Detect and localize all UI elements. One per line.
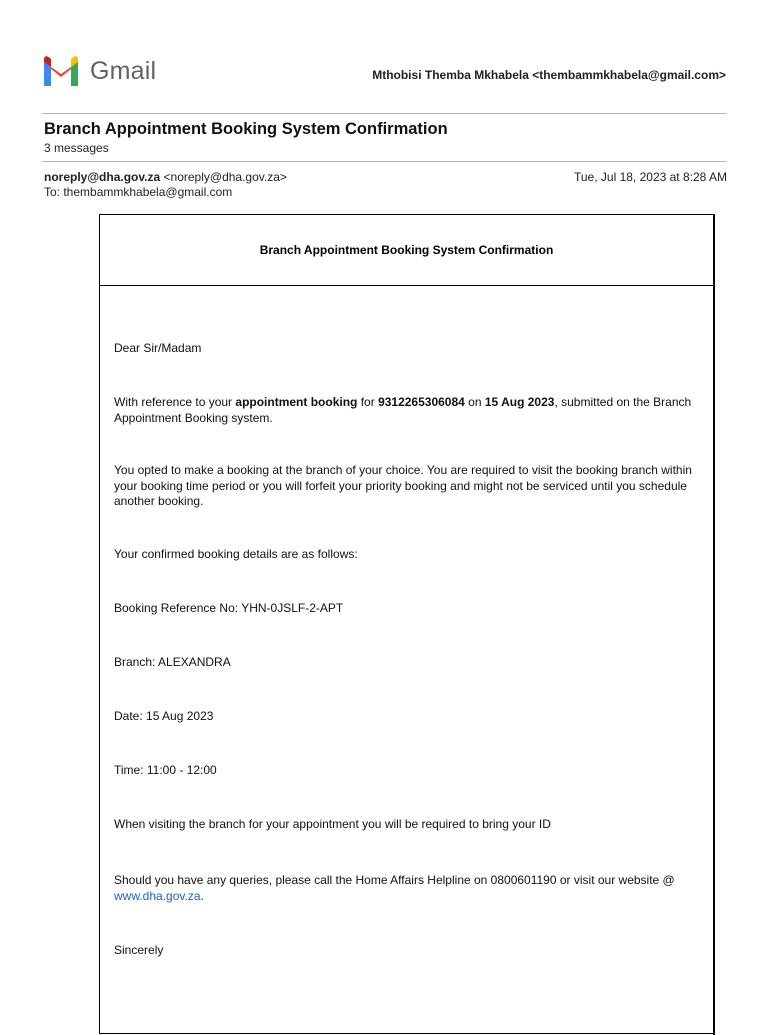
recipient-line: To: thembammkhabela@gmail.com — [44, 185, 233, 199]
ref-bold-date: 15 Aug 2023 — [484, 395, 555, 409]
queries-end: . — [200, 888, 204, 903]
queries-paragraph — [114, 873, 692, 904]
email-body-title: Branch Appointment Booking System Confirmation — [100, 215, 713, 286]
frame-right-border — [713, 214, 715, 1035]
greeting: Dear Sir/Madam — [114, 341, 202, 355]
sender-address: <noreply@dha.gov.za> — [163, 170, 287, 184]
thread-subject: Branch Appointment Booking System Confirmation — [44, 120, 448, 138]
confirmed-paragraph: Your confirmed booking details are as follows: — [114, 547, 358, 561]
sender-email: noreply@dha.gov.za — [44, 170, 161, 184]
ref-text-1: With reference to your — [114, 395, 236, 409]
booking-branch: Branch: ALEXANDRA — [114, 655, 231, 669]
message-count: 3 messages — [44, 141, 109, 155]
queries-text: Should you have any queries, please call the Home Affairs Helpline on 0800601190 or visit our website @ — [114, 873, 675, 887]
reference-paragraph — [114, 395, 692, 426]
sender-line — [44, 170, 287, 184]
dha-website-link[interactable]: www.dha.gov.za — [114, 888, 201, 903]
booking-time: Time: 11:00 - 12:00 — [114, 763, 217, 777]
gmail-logo[interactable] — [42, 56, 156, 86]
message-date: Tue, Jul 18, 2023 at 8:28 AM — [574, 170, 727, 184]
id-note: When visiting the branch for your appointment you will be required to bring your ID — [114, 817, 551, 831]
ref-text-4: , submitted on the Branch Appointment Booking system. — [114, 395, 692, 425]
booking-reference: Booking Reference No: YHN-0JSLF-2-APT — [114, 601, 344, 615]
booking-date: Date: 15 Aug 2023 — [114, 709, 214, 723]
account-name: Mthobisi Themba Mkhabela <thembammkhabela@gmail.com> — [372, 68, 726, 82]
email-body-frame — [99, 214, 714, 1034]
ref-bold-booking: appointment booking — [235, 395, 358, 409]
ref-text-2: for — [357, 395, 379, 409]
ref-bold-id: 9312265306084 — [378, 395, 465, 409]
header-divider — [42, 113, 727, 114]
gmail-m-icon — [42, 56, 80, 86]
gmail-header — [0, 0, 768, 110]
gmail-logo-text: Gmail — [90, 56, 157, 85]
signoff: Sincerely — [114, 943, 164, 957]
subject-divider — [42, 161, 727, 162]
ref-text-3: on — [464, 395, 485, 409]
opted-paragraph: You opted to make a booking at the branch of your choice. You are required to visit the booking branch within your booking time period or you will forfeit your priority booking and might not be serviced until you schedule another booking. — [114, 463, 692, 508]
